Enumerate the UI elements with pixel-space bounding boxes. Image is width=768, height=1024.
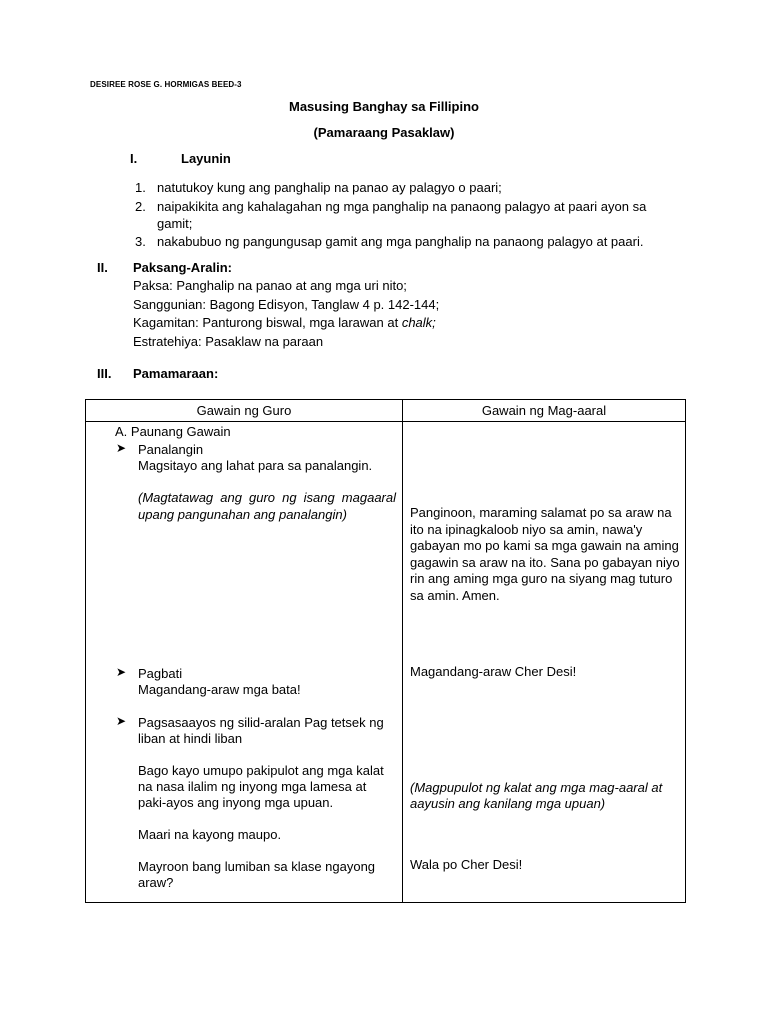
arrowhead-bullet-icon: ➤ [116, 441, 127, 455]
maupo-instruction: Maari na kayong maupo. [138, 827, 282, 842]
panalangin-label: Panalangin [138, 442, 204, 457]
pagbati-response: Magandang-araw Cher Desi! [410, 664, 577, 679]
arrowhead-bullet-icon: ➤ [116, 714, 127, 728]
table-row [86, 422, 686, 903]
column-header-guro: Gawain ng Guro [86, 400, 403, 422]
magaaral-cell [403, 422, 686, 903]
paksa-line: Paksa: Panghalip na panao at ang mga uri nito; [133, 278, 407, 293]
arrowhead-bullet-icon: ➤ [116, 665, 127, 679]
guro-cell [86, 422, 403, 903]
section-2-number: II. [97, 260, 108, 275]
document-subtitle: (Pamaraang Pasaklaw) [313, 125, 455, 140]
kagamitan-italic: chalk; [401, 315, 436, 330]
kagamitan-text: Kagamitan: Panturong biswal, mga larawan at [133, 315, 402, 330]
objective-item [135, 179, 675, 196]
kalat-response: (Magpupulot ng kalat ang mga mag-aaral at aayusin ang kanilang mga upuan) [410, 780, 663, 811]
pagsasaayos-label: Pagsasaayos ng silid-aralan Pag tetsek ng liban at hindi liban [138, 715, 384, 746]
lumiban-response: Wala po Cher Desi! [410, 857, 523, 872]
procedure-table [85, 399, 686, 903]
section-3-label: Pamamaraan: [133, 366, 219, 381]
section-1-number: I. [130, 151, 138, 166]
author-line: DESIREE ROSE G. HORMIGAS BEED-3 [90, 80, 242, 89]
estratehiya-line: Estratehiya: Pasaklaw na paraan [133, 333, 324, 349]
kagamitan-line [133, 314, 439, 333]
objective-item [135, 198, 675, 232]
objective-text: naipakikita ang kahalagahan ng mga panghalip na panaong palagyo at paari ayon sa gamit; [157, 199, 647, 231]
panalangin-response: Panginoon, maraming salamat po sa araw na ito na ipinagkaloob niyo sa amin, nawa'y gabayan mo po kami sa mga gawain na aming gagawin sa araw na ito. Sana po gabayan niyo rin ang aming mga guro na siyang mag tuturo sa amin. Amen. [410, 505, 680, 603]
lumiban-question: Mayroon bang lumiban sa klase ngayong araw? [138, 859, 376, 890]
objective-number: 2. [135, 199, 146, 214]
section-1-label: Layunin [181, 151, 231, 166]
table-header-row [86, 400, 686, 422]
objectives-list [135, 179, 675, 250]
section-3-number: III. [97, 366, 112, 381]
objective-number: 3. [135, 234, 146, 249]
pagbati-text: Magandang-araw mga bata! [138, 682, 301, 697]
objective-number: 1. [135, 180, 146, 195]
section-2-label: Paksang-Aralin: [133, 260, 232, 275]
objective-text: natutukoy kung ang panghalip na panao ay palagyo o paari; [157, 180, 502, 195]
pagbati-label: Pagbati [138, 666, 183, 681]
column-header-magaaral: Gawain ng Mag-aaral [403, 400, 686, 422]
panalangin-note: (Magtatawag ang guro ng isang magaaral upang pangunahan ang panalangin) [138, 490, 396, 522]
kalat-instruction: Bago kayo umupo pakipulot ang mga kalat na nasa ilalim ng inyong mga lamesa at paki-ayos ang inyong mga upuan. [138, 763, 384, 810]
objective-item [135, 233, 675, 250]
sanggunian-line: Sanggunian: Bagong Edisyon, Tanglaw 4 p. 142-144; [133, 296, 440, 312]
objective-text: nakabubuo ng pangungusap gamit ang mga panghalip na panaong palagyo at paari. [157, 234, 644, 249]
paksang-aralin-details [133, 277, 439, 351]
panalangin-text: Magsitayo ang lahat para sa panalangin. [138, 458, 373, 473]
paunang-gawain-heading: A. Paunang Gawain [115, 424, 231, 439]
document-title: Masusing Banghay sa Fillipino [289, 99, 479, 114]
